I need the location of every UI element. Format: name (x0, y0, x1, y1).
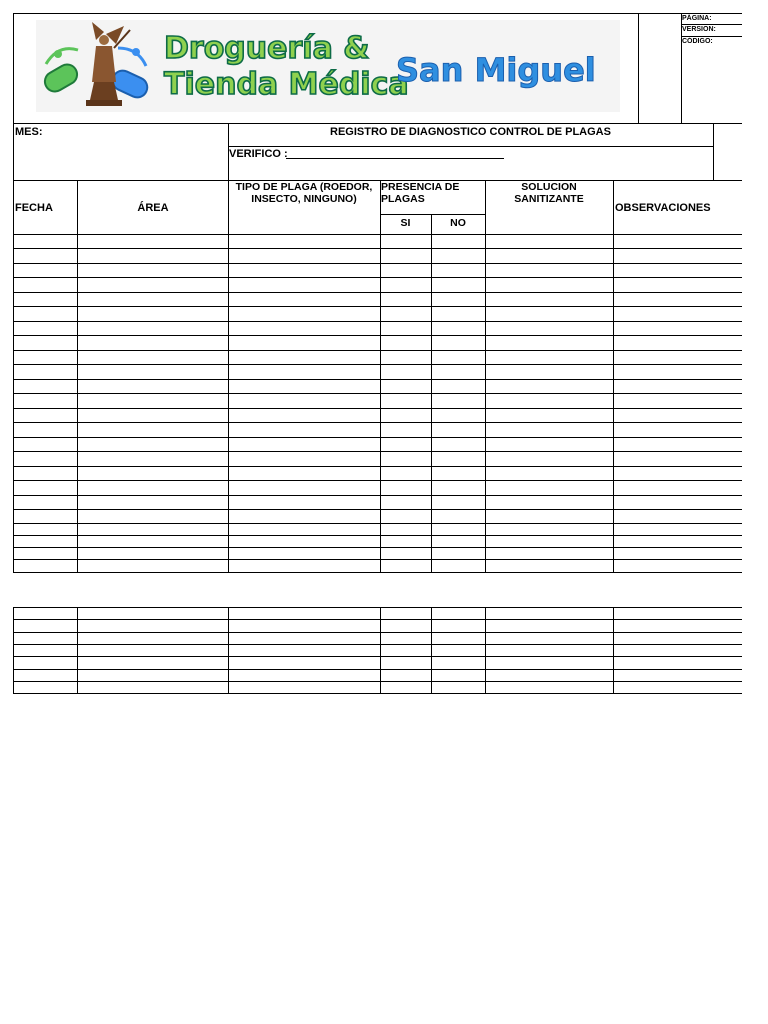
col-no-header: NO (450, 217, 466, 229)
codigo-label: CÓDIGO: (682, 38, 713, 45)
col-presencia-header: PRESENCIA DE PLAGAS (381, 181, 460, 205)
mes-label: MES: (15, 126, 43, 138)
version-label: VERSION: (682, 26, 716, 33)
form-title: REGISTRO DE DIAGNOSTICO CONTROL DE PLAGAS (330, 126, 611, 138)
brand-line-1: Droguería & (164, 31, 370, 66)
verifico-label: VERIFICO : (229, 148, 288, 160)
col-area-header: ÁREA (137, 202, 169, 214)
col-si-header: SI (400, 217, 411, 229)
col-fecha-header: FECHA (15, 202, 53, 214)
brand-line-2: Tienda Médica (164, 67, 409, 102)
col-observaciones-header: OBSERVACIONES (615, 202, 711, 214)
pagina-label: PÁGINA: (682, 15, 712, 22)
col-tipo-header: TIPO DE PLAGA (ROEDOR, INSECTO, NINGUNO) (235, 181, 373, 205)
col-solucion-header: SOLUCION SANITIZANTE (514, 181, 584, 205)
brand-name: San Miguel (396, 51, 596, 89)
